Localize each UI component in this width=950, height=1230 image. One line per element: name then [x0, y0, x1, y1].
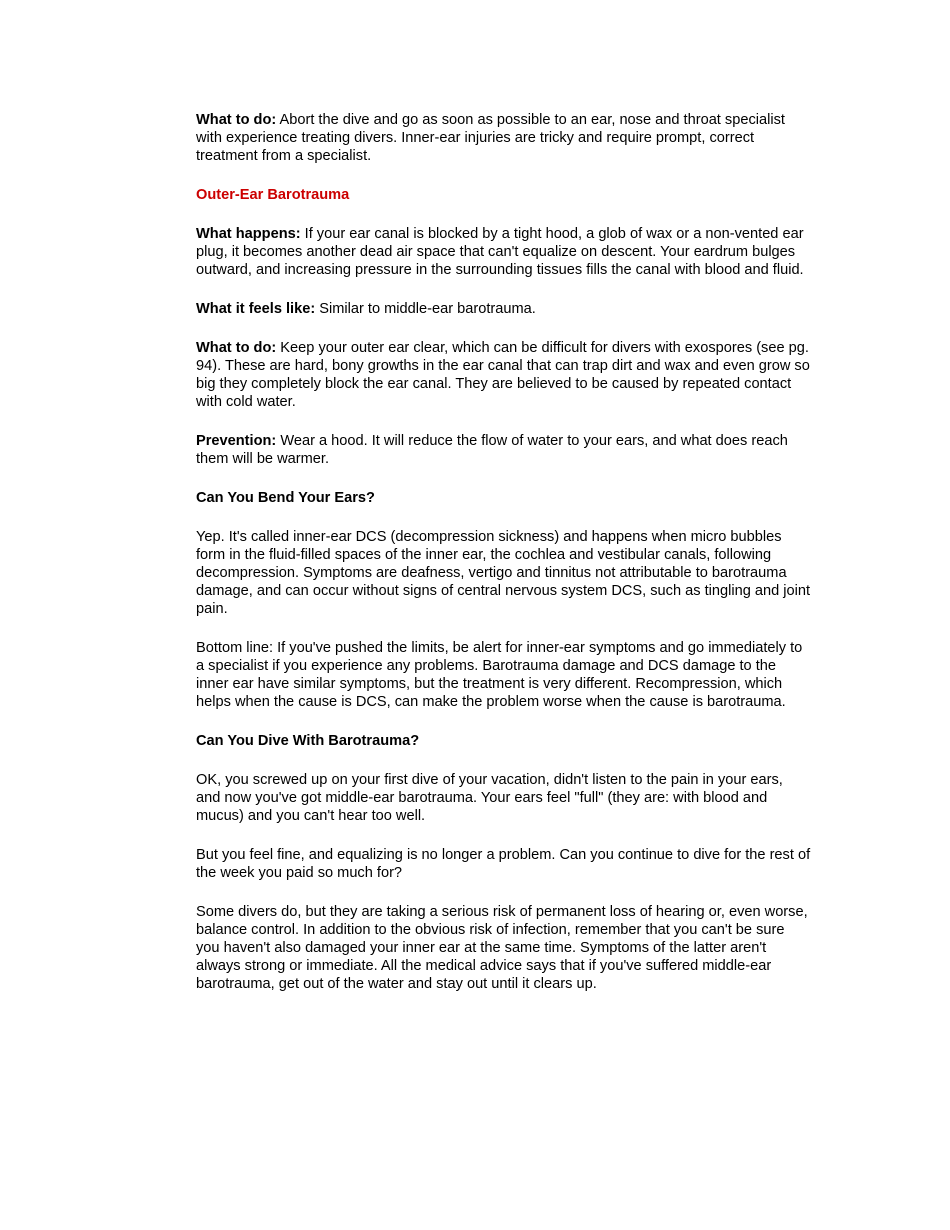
inner-ear-what-to-do: [196, 111, 811, 165]
outer-ear-what-it-feels-like: [196, 300, 811, 318]
inner-ear-what-to-do-text: Abort the dive and go as soon as possible to an ear, nose and throat specialist with experience treating divers. Inner-ear injuries are tricky and require prompt, correct treatment from a specialist.: [196, 112, 785, 164]
dive-barotrauma-heading: Can You Dive With Barotrauma?: [196, 733, 420, 749]
bend-ears-paragraph-1: Yep. It's called inner-ear DCS (decompression sickness) and happens when micro bubbles form in the fluid-filled spaces of the inner ear, the cochlea and vestibular canals, following decompression. Symptoms are deafness, vertigo and tinnitus not attributable to barotrauma damage, and can occur without signs of central nervous system DCS, such as tingling and joint pain.: [196, 529, 811, 617]
outer-ear-heading: Outer-Ear Barotrauma: [196, 187, 350, 203]
outer-ear-todo-label: What to do:: [196, 340, 277, 356]
outer-ear-feels-text: Similar to middle-ear barotrauma.: [315, 301, 536, 317]
outer-ear-what-to-do: [196, 339, 811, 411]
dive-barotrauma-paragraph-2: But you feel fine, and equalizing is no longer a problem. Can you continue to dive for the rest of the week you paid so much for?: [196, 847, 811, 881]
outer-ear-prevention-label: Prevention:: [196, 433, 277, 449]
dive-barotrauma-paragraph-3: Some divers do, but they are taking a serious risk of permanent loss of hearing or, even worse, balance control. In addition to the obvious risk of infection, remember that you can't be sure you haven't also damaged your inner ear at the same time. Symptoms of the latter aren't always strong or immediate. All the medical advice says that if you've suffered middle-ear barotrauma, get out of the water and stay out until it clears up.: [196, 904, 808, 992]
outer-ear-what-happens-text: If your ear canal is blocked by a tight hood, a glob of wax or a non-vented ear plug, it becomes another dead air space that can't equalize on descent. Your eardrum bulges outward, and increasing pressure in the surrounding tissues fills the canal with blood and fluid.: [196, 226, 804, 278]
inner-ear-what-to-do-label: What to do:: [196, 112, 277, 128]
outer-ear-what-happens: [196, 225, 811, 279]
outer-ear-prevention-text: Wear a hood. It will reduce the flow of water to your ears, and what does reach them will be warmer.: [196, 433, 788, 467]
bend-ears-heading: Can You Bend Your Ears?: [196, 490, 375, 506]
outer-ear-prevention: [196, 432, 811, 468]
document-page: [196, 111, 811, 1014]
outer-ear-todo-text: Keep your outer ear clear, which can be difficult for divers with exospores (see pg. 94). These are hard, bony growths in the ear canal that can trap dirt and wax and even grow so big they completely block the ear canal. They are believed to be caused by repeated contact with cold water.: [196, 340, 810, 410]
outer-ear-what-happens-label: What happens:: [196, 226, 301, 242]
dive-barotrauma-paragraph-1: OK, you screwed up on your first dive of your vacation, didn't listen to the pain in your ears, and now you've got middle-ear barotrauma. Your ears feel "full" (they are: with blood and mucus) and you can't hear too well.: [196, 772, 783, 824]
bend-ears-paragraph-2: Bottom line: If you've pushed the limits, be alert for inner-ear symptoms and go immediately to a specialist if you experience any problems. Barotrauma damage and DCS damage to the inner ear have similar symptoms, but the treatment is very different. Recompression, which helps when the cause is DCS, can make the problem worse when the cause is barotrauma.: [196, 640, 803, 710]
outer-ear-feels-label: What it feels like:: [196, 301, 316, 317]
